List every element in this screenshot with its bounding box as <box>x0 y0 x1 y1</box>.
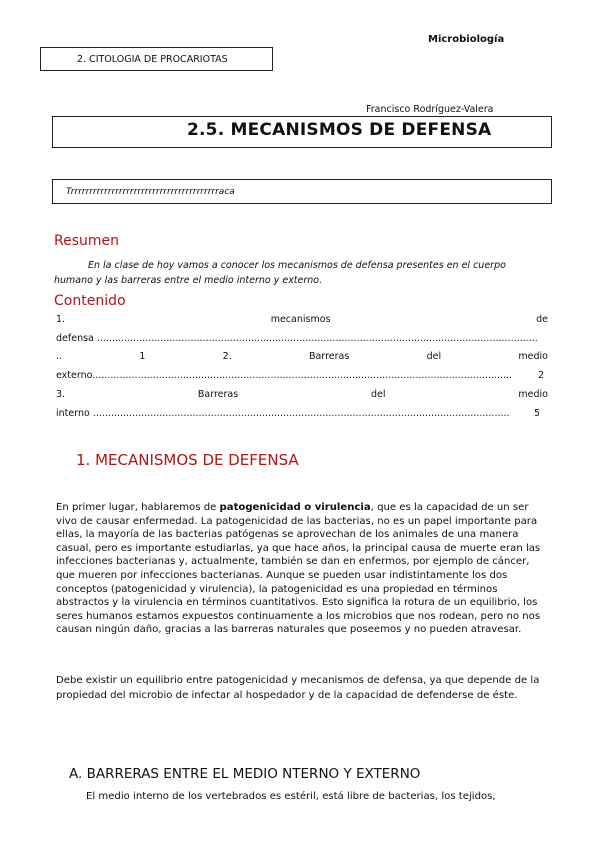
toc-text: mecanismos <box>270 314 331 325</box>
toc-text: 1 <box>139 351 146 362</box>
toc-row-5 <box>56 389 548 400</box>
toc-text: externo........................................................................................................................................... <box>56 370 513 381</box>
toc-text: defensa .................................................................................................................................................. <box>56 333 538 344</box>
resumen-heading: Resumen <box>54 233 120 249</box>
toc-page-number: 2 <box>537 370 544 381</box>
toc-text: del <box>426 351 442 362</box>
section-1-paragraph-1 <box>56 501 550 637</box>
topic-box: 2. CITOLOGIA DE PROCARIOTAS <box>40 47 273 71</box>
toc-text: Barreras <box>197 389 239 400</box>
contenido-heading: Contenido <box>54 293 126 309</box>
toc-text: 1. <box>56 314 66 325</box>
toc-row-1 <box>56 314 548 325</box>
resumen-line-2: humano y las barreras entre el medio interno y externo. <box>54 275 323 286</box>
toc-row-3 <box>56 351 548 362</box>
subject-header: Microbiología <box>428 34 505 45</box>
toc-text: de <box>536 314 548 325</box>
toc-text: 3. <box>56 389 66 400</box>
title-box <box>52 116 552 148</box>
author-name: Francisco Rodríguez-Valera <box>366 104 494 115</box>
section-1-heading: 1. MECANISMOS DE DEFENSA <box>76 451 299 469</box>
toc-row-4 <box>56 370 548 381</box>
trr-box: Trrrrrrrrrrrrrrrrrrrrrrrrrrrrrrrrrrrrrrrraca <box>52 179 552 204</box>
toc-text: Barreras <box>309 351 350 362</box>
toc-text: interno .......................................................................................................................................... <box>56 408 510 419</box>
toc-row-2 <box>56 333 548 344</box>
paragraph-bold: patogenicidad o virulencia <box>219 502 371 513</box>
section-a-text: El medio interno de los vertebrados es estéril, está libre de bacterias, los tejidos, <box>86 791 496 802</box>
toc-text: 2. <box>222 351 232 362</box>
toc-text: medio <box>518 389 548 400</box>
resumen-line-1: En la clase de hoy vamos a conocer los mecanismos de defensa presentes en el cuerpo <box>88 260 506 271</box>
section-a-heading: A. BARRERAS ENTRE EL MEDIO NTERNO Y EXTERNO <box>69 766 421 782</box>
toc-text: medio <box>518 351 548 362</box>
resumen-text <box>54 258 550 288</box>
section-1-paragraph-2: Debe existir un equilibrio entre patogenicidad y mecanismos de defensa, ya que depende de la propiedad del microbio de infectar al hospedador y de la capacidad de defenderse de éste. <box>56 675 540 701</box>
toc-row-6 <box>56 408 548 419</box>
paragraph-text: , que es la capacidad de un ser vivo de causar enfermedad. La patogenicidad de las bacterias, no es un papel importante para ellas, la mayoría de las bacterias patógenas se aprovechan de los animales de una manera casual, pero es importante estudiarlas, ya que hace años, la principal causa de muerte eran las infecciones bacterianas y, actualmente, también se dan en enfermos, por ejemplo de cáncer, que mueren por infecciones bacterianas. Aunque se pueden usar indistintamente los dos conceptos (patogenicidad y virulencia), la patogenicidad es una propiedad en términos abstractos y la virulencia en términos cuantitativos. Esto significa la rotura de un equilibrio, los seres humanos estamos expuestos continuamente a los microbios que nos rodean, pero no nos causan ningún daño, gracias a las barreras naturales que poseemos y no pueden atravesar. <box>56 502 541 636</box>
paragraph-text: En primer lugar, hablaremos de <box>56 502 220 513</box>
toc-page-number: 5 <box>533 408 540 419</box>
page-title: 2.5. MECANISMOS DE DEFENSA <box>187 120 492 140</box>
toc-text: del <box>371 389 386 400</box>
toc-text: .. <box>56 351 63 362</box>
